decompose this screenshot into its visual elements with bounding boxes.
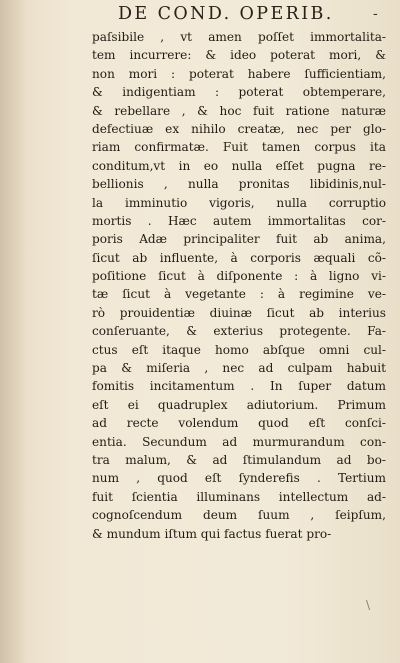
- head-mark: -: [373, 6, 378, 22]
- text-line: defectiuæ ex nihilo creatæ, nec per glo-: [92, 121, 386, 136]
- text-line: tem incurrere: & ideo poterat mori, &: [92, 48, 386, 63]
- text-line: conditum,vt in eo nulla eſſet pugna re-: [92, 158, 386, 173]
- stray-mark: \: [366, 598, 371, 612]
- text-line: ad recte volendum quod eſt conſci-: [92, 416, 386, 431]
- text-line: poris Adæ principaliter fuit ab anima,: [92, 232, 386, 247]
- text-line: rò prouidentiæ diuinæ ſicut ab interius: [92, 305, 386, 320]
- text-line: pa & miſeria , nec ad culpam habuit: [92, 361, 386, 376]
- text-line: fomitis incitamentum . In ſuper datum: [92, 379, 386, 394]
- running-head: DE COND. OPERIB.: [118, 4, 334, 24]
- text-line: mortis . Hæc autem immortalitas cor-: [92, 213, 386, 228]
- text-line: ſicut ab influente, à corporis æquali cõ-: [92, 250, 386, 265]
- text-line: & mundum iſtum qui factus fuerat pro-: [92, 526, 332, 541]
- text-line: poſitione ſicut à diſponente : à ligno vi-: [92, 269, 386, 284]
- text-line: eſt ei quadruplex adiutorium. Primum: [92, 397, 386, 412]
- text-line: tæ ſicut à vegetante : à regimine ve-: [92, 287, 386, 302]
- text-line: bellionis , nulla pronitas libidinis,nul-: [92, 177, 386, 192]
- text-line: & indigentiam : poterat obtemperare,: [92, 85, 386, 100]
- gutter-shadow: [0, 0, 28, 663]
- text-line: num , quod eſt ſynderefis . Tertium: [92, 471, 386, 486]
- text-line: paſsibile , vt amen poſſet immortalita-: [92, 30, 386, 44]
- text-line: fuit ſcientia illuminans intellectum ad-: [92, 489, 386, 504]
- text-line: riam confirmatæ. Fuit tamen corpus ita: [92, 140, 386, 155]
- text-line: cognoſcendum deum ſuum , ſeipſum,: [92, 508, 386, 523]
- text-line: conſeruante, & exterius protegente. Fa-: [92, 324, 386, 339]
- body-text: [92, 28, 386, 543]
- text-line: & rebellare , & hoc fuit ratione naturæ: [92, 103, 386, 118]
- text-line: ctus eſt itaque homo abſque omni cul-: [92, 342, 386, 357]
- text-line: non mori : poterat habere ſufficientiam,: [92, 66, 386, 81]
- text-line: la imminutio vigoris, nulla corruptio: [92, 195, 386, 210]
- text-line: tra malum, & ad ſtimulandum ad bo-: [92, 452, 386, 467]
- text-line: entia. Secundum ad murmurandum con-: [92, 434, 386, 449]
